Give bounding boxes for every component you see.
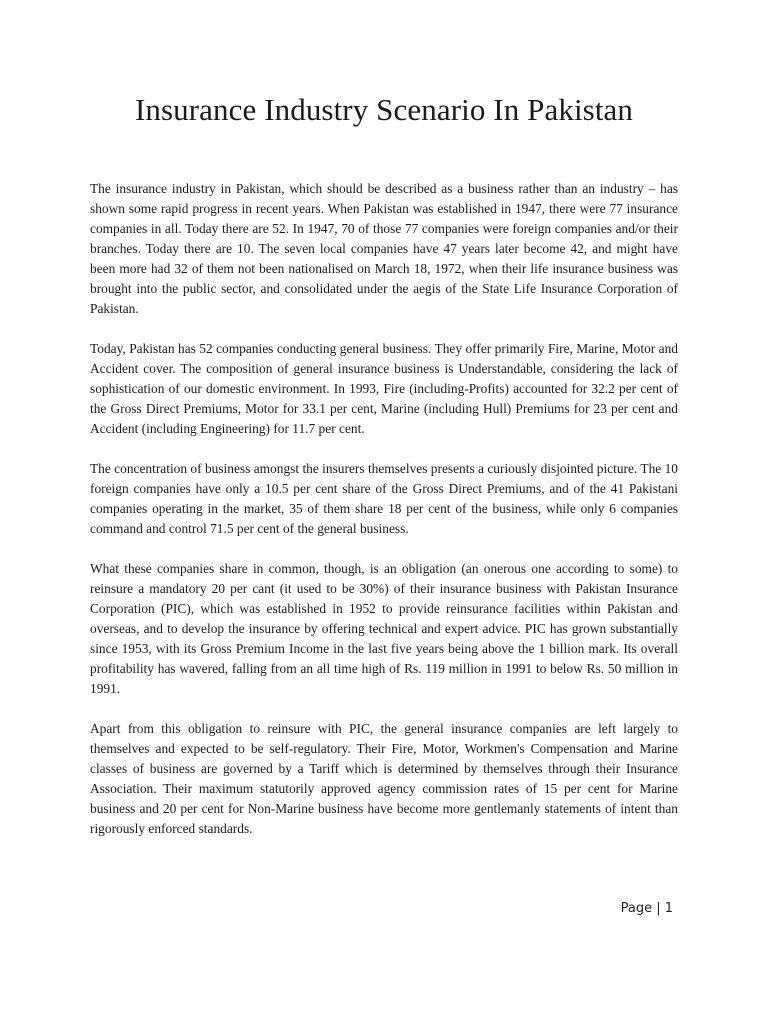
paragraph-2: Today, Pakistan has 52 companies conducting general business. They offer primarily Fire, Marine, Motor and Accident cover. The composition of general insurance business is Understandable, considering the lack of sophistication of our domestic environment. In 1993, Fire (including-Profits) accounted for 32.2 per cent of the Gross Direct Premiums, Motor for 33.1 per cent, Marine (including Hull) Premiums for 23 per cent and Accident (including Engineering) for 11.7 per cent. (90, 341, 678, 436)
paragraph-4: What these companies share in common, though, is an obligation (an onerous one according to some) to reinsure a mandatory 20 per cant (it used to be 30%) of their insurance business with Pakistan Insurance Corporation (PIC), which was established in 1952 to provide reinsurance facilities within Pakistan and overseas, and to develop the insurance by offering technical and expert advice. PIC has grown substantially since 1953, with its Gross Premium Income in the last five years being above the 1 billion mark. Its overall profitability has wavered, falling from an all time high of Rs. 119 million in 1991 to below Rs. 50 million in 1991. (90, 561, 678, 696)
page-number-footer: Page | 1 (620, 901, 673, 916)
paragraph-1: The insurance industry in Pakistan, which should be described as a business rather than an industry – has shown some rapid progress in recent years. When Pakistan was established in 1947, there were 77 insurance companies in all. Today there are 52. In 1947, 70 of those 77 companies were foreign companies and/or their branches. Today there are 10. The seven local companies have 47 years later become 42, and might have been more had 32 of them not been nationalised on March 18, 1972, when their life insurance business was brought into the public sector, and consolidated under the aegis of the State Life Insurance Corporation of Pakistan. (90, 181, 678, 316)
paragraph-5: Apart from this obligation to reinsure with PIC, the general insurance companies are left largely to themselves and expected to be self-regulatory. Their Fire, Motor, Workmen's Compensation and Marine classes of business are governed by a Tariff which is determined by themselves through their Insurance Association. Their maximum statutorily approved agency commission rates of 15 per cent for Marine business and 20 per cent for Non-Marine business have become more gentlemanly statements of intent than rigorously enforced standards. (90, 721, 678, 836)
paragraph-3: The concentration of business amongst the insurers themselves presents a curiously disjointed picture. The 10 foreign companies have only a 10.5 per cent share of the Gross Direct Premiums, and of the 41 Pakistani companies operating in the market, 35 of them share 18 per cent of the business, while only 6 companies command and control 71.5 per cent of the general business. (90, 461, 678, 536)
document-body (90, 179, 678, 859)
document-title: Insurance Industry Scenario In Pakistan (134, 92, 634, 127)
